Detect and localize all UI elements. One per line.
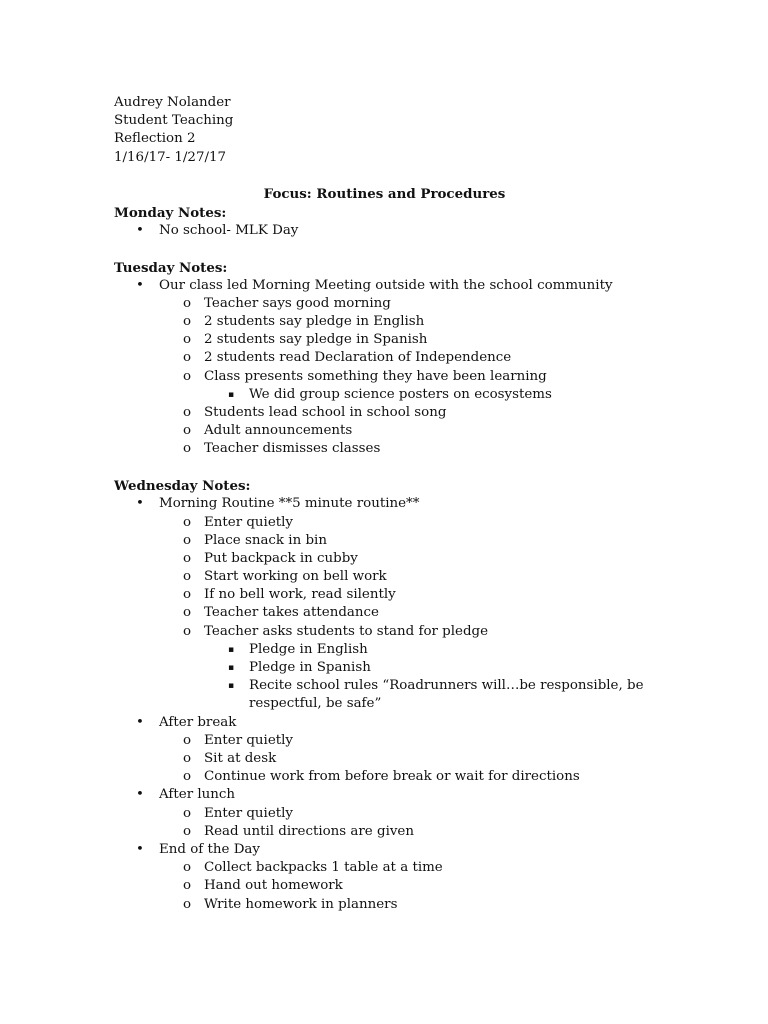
circle-bullet-icon: o: [183, 769, 192, 785]
focus-title: Focus: Routines and Procedures: [263, 186, 506, 203]
list-item: o If no bell work, read silently: [114, 586, 674, 604]
list-item: o 2 students read Declaration of Independence: [114, 349, 674, 367]
list-item: o Class presents something they have been learning: [114, 368, 674, 386]
list-item: o Put backpack in cubby: [114, 550, 674, 568]
list-item: o Write homework in planners: [114, 896, 674, 914]
circle-bullet-icon: o: [183, 896, 192, 912]
list-item: o 2 students say pledge in Spanish: [114, 331, 674, 349]
list-item: o Enter quietly: [114, 514, 674, 532]
list-item: o Teacher takes attendance: [114, 604, 674, 622]
tuesday-heading: Tuesday Notes:: [114, 259, 228, 276]
square-bullet-icon: ▪: [228, 663, 235, 674]
date-range: 1/16/17- 1/27/17: [114, 149, 227, 165]
list-item: • End of the Day: [114, 841, 674, 859]
list-item: o Teacher asks students to stand for pledge: [114, 623, 674, 641]
monday-heading: Monday Notes:: [114, 204, 227, 221]
circle-bullet-icon: o: [183, 878, 192, 894]
list-item: • After break: [114, 714, 674, 732]
document-page: [114, 94, 674, 914]
wednesday-heading: Wednesday Notes:: [114, 478, 251, 495]
list-item: ▪ Pledge in Spanish: [114, 659, 674, 677]
bullet-icon: •: [136, 222, 144, 238]
reflection-number: Reflection 2: [114, 131, 196, 147]
list-item: o Adult announcements: [114, 422, 674, 440]
circle-bullet-icon: o: [183, 368, 192, 384]
circle-bullet-icon: o: [183, 350, 192, 366]
circle-bullet-icon: o: [183, 332, 192, 348]
bullet-icon: •: [136, 714, 144, 730]
circle-bullet-icon: o: [183, 550, 192, 566]
list-item: • No school- MLK Day: [114, 222, 674, 240]
list-item: o Collect backpacks 1 table at a time: [114, 859, 674, 877]
author-name: Audrey Nolander: [114, 95, 231, 110]
course-title: Student Teaching: [114, 113, 234, 129]
list-item: o Place snack in bin: [114, 532, 674, 550]
circle-bullet-icon: o: [183, 532, 192, 548]
bullet-icon: •: [136, 496, 144, 512]
list-item: ▪ Recite school rules “Roadrunners will…be responsible, be respectful, be safe”: [228, 678, 644, 712]
circle-bullet-icon: o: [183, 405, 192, 420]
list-item: • After lunch: [114, 786, 674, 804]
circle-bullet-icon: o: [183, 751, 192, 766]
list-item: • Our class led Morning Meeting outside with the school community: [114, 277, 674, 295]
list-item: o Students lead school in school song: [114, 404, 674, 422]
circle-bullet-icon: o: [183, 423, 192, 439]
square-bullet-icon: ▪: [228, 681, 235, 692]
square-bullet-icon: ▪: [228, 389, 235, 400]
list-item: o Hand out homework: [114, 877, 674, 895]
list-item: ▪ We did group science posters on ecosystems: [114, 386, 674, 404]
list-item: o Sit at desk: [114, 750, 674, 768]
list-item: o Teacher dismisses classes: [114, 440, 674, 458]
circle-bullet-icon: o: [183, 732, 192, 748]
list-item: o 2 students say pledge in English: [114, 313, 674, 331]
bullet-icon: •: [136, 277, 144, 293]
circle-bullet-icon: o: [183, 860, 192, 876]
circle-bullet-icon: o: [183, 314, 192, 330]
circle-bullet-icon: o: [183, 605, 192, 621]
circle-bullet-icon: o: [183, 823, 192, 839]
square-bullet-icon: ▪: [228, 644, 235, 655]
list-item: ▪ Pledge in English: [114, 641, 674, 659]
circle-bullet-icon: o: [183, 569, 192, 585]
list-item: o Continue work from before break or wait for directions: [114, 768, 674, 786]
circle-bullet-icon: o: [183, 295, 192, 311]
circle-bullet-icon: o: [183, 587, 192, 603]
list-item: o Read until directions are given: [114, 823, 674, 841]
list-item: o Start working on bell work: [114, 568, 674, 586]
list-item: o Enter quietly: [114, 805, 674, 823]
list-item: o Enter quietly: [114, 732, 674, 750]
circle-bullet-icon: o: [183, 623, 192, 639]
list-item: o Teacher says good morning: [114, 295, 674, 313]
bullet-icon: •: [136, 787, 144, 803]
list-item: • Morning Routine **5 minute routine**: [114, 495, 674, 513]
circle-bullet-icon: o: [183, 441, 192, 457]
bullet-icon: •: [136, 841, 144, 857]
circle-bullet-icon: o: [183, 514, 192, 530]
circle-bullet-icon: o: [183, 805, 192, 821]
